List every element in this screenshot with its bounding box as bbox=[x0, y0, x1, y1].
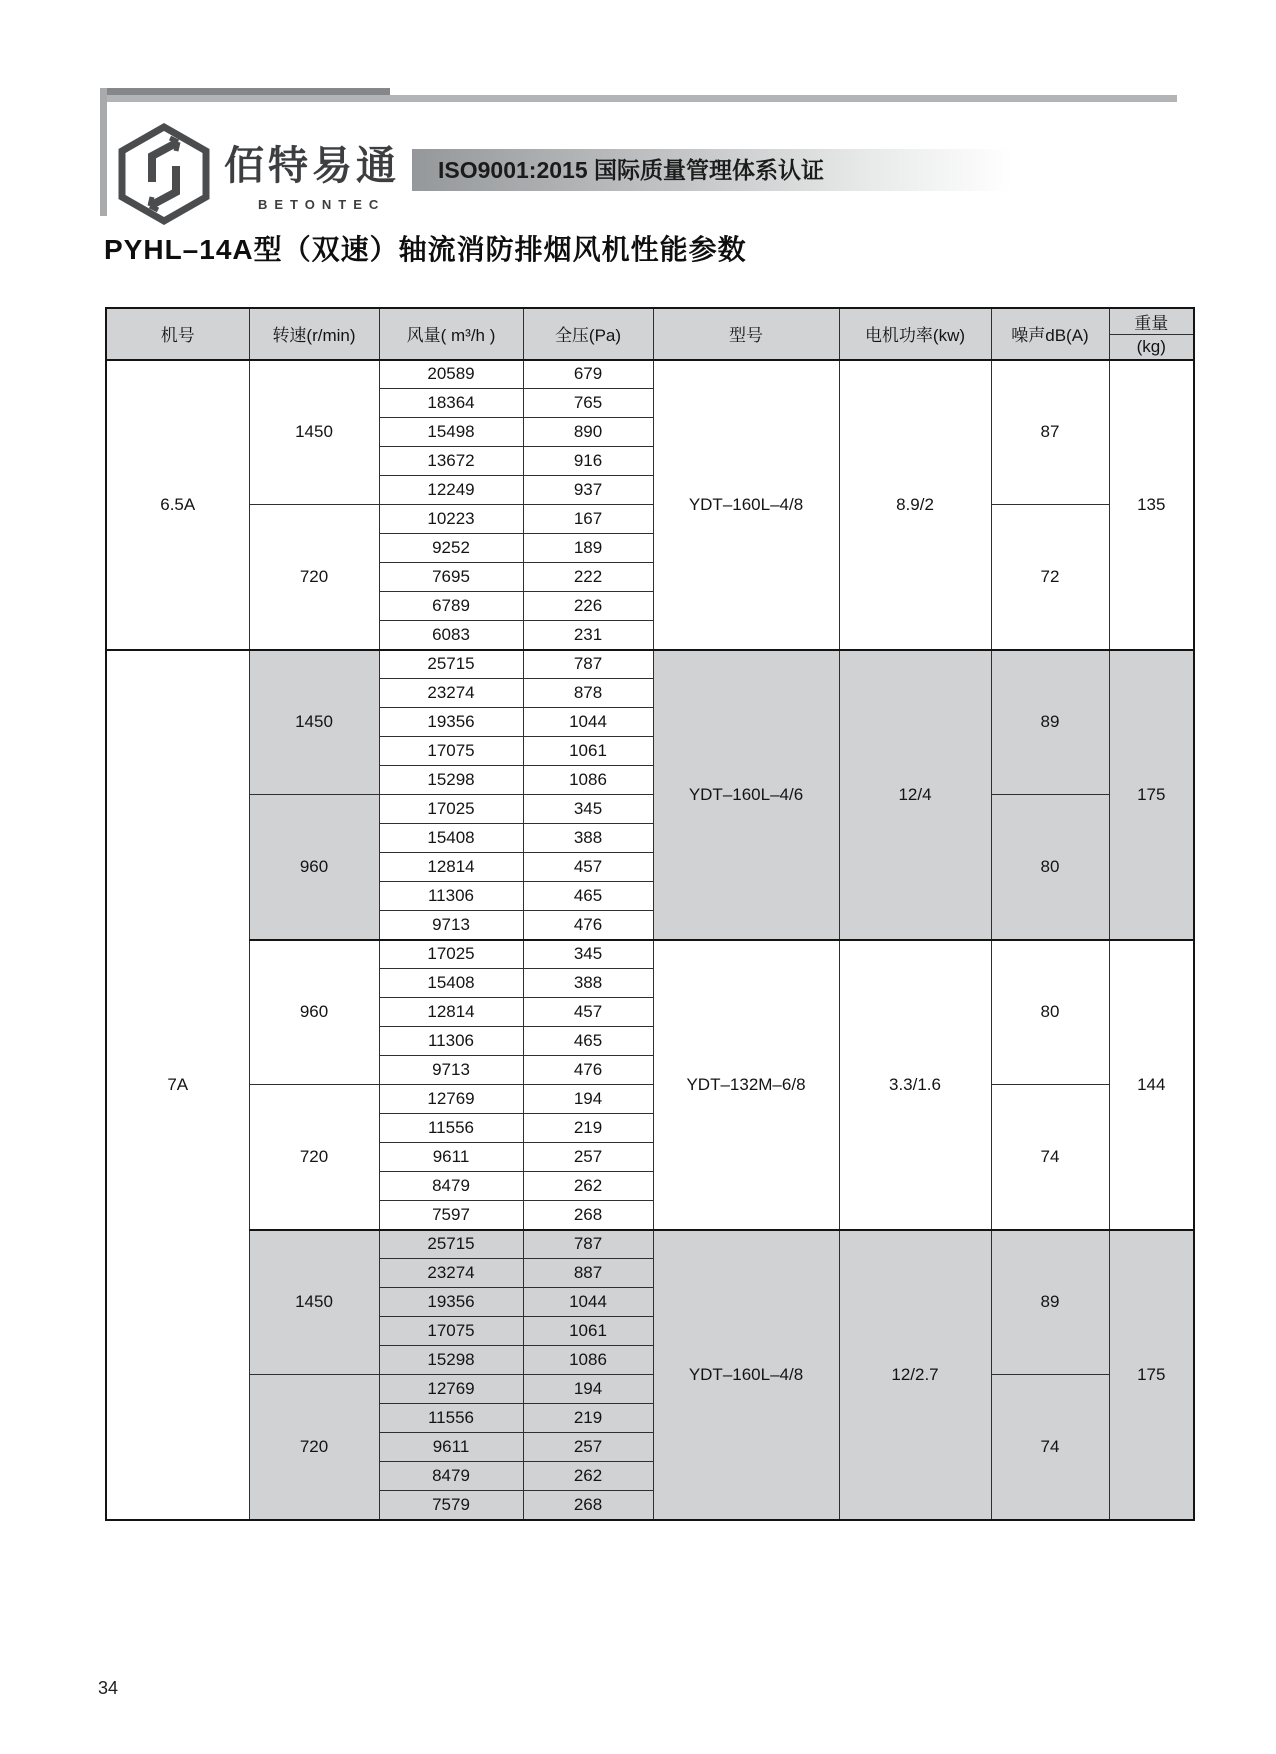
noise-cell: 80 bbox=[991, 940, 1109, 1085]
model-cell: YDT–160L–4/6 bbox=[653, 650, 839, 940]
pressure-cell: 388 bbox=[523, 824, 653, 853]
noise-cell: 89 bbox=[991, 1230, 1109, 1375]
flow-cell: 15408 bbox=[379, 824, 523, 853]
machine-cell: 6.5A bbox=[106, 360, 249, 650]
flow-cell: 9713 bbox=[379, 911, 523, 940]
model-cell: YDT–132M–6/8 bbox=[653, 940, 839, 1230]
page-title: PYHL–14A型（双速）轴流消防排烟风机性能参数 bbox=[104, 234, 747, 265]
pressure-cell: 1086 bbox=[523, 766, 653, 795]
noise-cell: 87 bbox=[991, 360, 1109, 505]
pressure-cell: 219 bbox=[523, 1404, 653, 1433]
pressure-cell: 787 bbox=[523, 1230, 653, 1259]
table-row bbox=[106, 1230, 1194, 1259]
header-rule-light bbox=[100, 95, 1177, 102]
table-row bbox=[106, 505, 1194, 534]
flow-cell: 7695 bbox=[379, 563, 523, 592]
pressure-cell: 1061 bbox=[523, 737, 653, 766]
col-header-pressure: 全压(Pa) bbox=[523, 308, 653, 360]
flow-cell: 7579 bbox=[379, 1491, 523, 1520]
performance-table bbox=[105, 307, 1195, 1521]
page-number: 34 bbox=[98, 1678, 119, 1698]
col-header-weight-unit: (kg) bbox=[1109, 335, 1194, 360]
flow-cell: 11306 bbox=[379, 882, 523, 911]
flow-cell: 6083 bbox=[379, 621, 523, 650]
flow-cell: 13672 bbox=[379, 447, 523, 476]
pressure-cell: 345 bbox=[523, 795, 653, 824]
power-cell: 12/2.7 bbox=[839, 1230, 991, 1520]
flow-cell: 15498 bbox=[379, 418, 523, 447]
flow-cell: 12814 bbox=[379, 998, 523, 1027]
pressure-cell: 257 bbox=[523, 1433, 653, 1462]
flow-cell: 23274 bbox=[379, 679, 523, 708]
pressure-cell: 1044 bbox=[523, 708, 653, 737]
flow-cell: 15298 bbox=[379, 1346, 523, 1375]
flow-cell: 12769 bbox=[379, 1085, 523, 1114]
pressure-cell: 268 bbox=[523, 1201, 653, 1230]
pressure-cell: 457 bbox=[523, 998, 653, 1027]
table-row bbox=[106, 795, 1194, 824]
flow-cell: 20589 bbox=[379, 360, 523, 389]
table-row bbox=[106, 360, 1194, 389]
flow-cell: 17025 bbox=[379, 940, 523, 969]
flow-cell: 9611 bbox=[379, 1433, 523, 1462]
col-header-speed: 转速(r/min) bbox=[249, 308, 379, 360]
pressure-cell: 222 bbox=[523, 563, 653, 592]
pressure-cell: 679 bbox=[523, 360, 653, 389]
flow-cell: 9252 bbox=[379, 534, 523, 563]
pressure-cell: 765 bbox=[523, 389, 653, 418]
pressure-cell: 890 bbox=[523, 418, 653, 447]
pressure-cell: 231 bbox=[523, 621, 653, 650]
pressure-cell: 465 bbox=[523, 1027, 653, 1056]
pressure-cell: 1086 bbox=[523, 1346, 653, 1375]
pressure-cell: 787 bbox=[523, 650, 653, 679]
iso-certification-banner: ISO9001:2015 国际质量管理体系认证 bbox=[412, 149, 1012, 191]
pressure-cell: 916 bbox=[523, 447, 653, 476]
col-header-power: 电机功率(kw) bbox=[839, 308, 991, 360]
betontec-logo-icon bbox=[114, 122, 214, 226]
speed-cell: 1450 bbox=[249, 650, 379, 795]
table-row bbox=[106, 1085, 1194, 1114]
pressure-cell: 1044 bbox=[523, 1288, 653, 1317]
col-header-weight: 重量 bbox=[1109, 308, 1194, 335]
speed-cell: 1450 bbox=[249, 1230, 379, 1375]
noise-cell: 72 bbox=[991, 505, 1109, 650]
brand-name: 佰特易通 bbox=[224, 144, 400, 188]
speed-cell: 960 bbox=[249, 795, 379, 940]
flow-cell: 12814 bbox=[379, 853, 523, 882]
flow-cell: 12249 bbox=[379, 476, 523, 505]
col-header-machine: 机号 bbox=[106, 308, 249, 360]
flow-cell: 11556 bbox=[379, 1404, 523, 1433]
noise-cell: 80 bbox=[991, 795, 1109, 940]
flow-cell: 6789 bbox=[379, 592, 523, 621]
noise-cell: 74 bbox=[991, 1085, 1109, 1230]
flow-cell: 19356 bbox=[379, 1288, 523, 1317]
col-header-noise: 噪声dB(A) bbox=[991, 308, 1109, 360]
weight-cell: 175 bbox=[1109, 1230, 1194, 1520]
flow-cell: 18364 bbox=[379, 389, 523, 418]
power-cell: 12/4 bbox=[839, 650, 991, 940]
flow-cell: 12769 bbox=[379, 1375, 523, 1404]
speed-cell: 720 bbox=[249, 1085, 379, 1230]
model-cell: YDT–160L–4/8 bbox=[653, 360, 839, 650]
flow-cell: 15298 bbox=[379, 766, 523, 795]
table-header bbox=[106, 308, 1194, 360]
pressure-cell: 167 bbox=[523, 505, 653, 534]
noise-cell: 89 bbox=[991, 650, 1109, 795]
table-row bbox=[106, 940, 1194, 969]
flow-cell: 9713 bbox=[379, 1056, 523, 1085]
weight-cell: 144 bbox=[1109, 940, 1194, 1230]
pressure-cell: 937 bbox=[523, 476, 653, 505]
pressure-cell: 189 bbox=[523, 534, 653, 563]
model-cell: YDT–160L–4/8 bbox=[653, 1230, 839, 1520]
brand-name-latin: BETONTEC bbox=[258, 197, 386, 212]
pressure-cell: 219 bbox=[523, 1114, 653, 1143]
flow-cell: 19356 bbox=[379, 708, 523, 737]
pressure-cell: 262 bbox=[523, 1462, 653, 1491]
flow-cell: 11306 bbox=[379, 1027, 523, 1056]
flow-cell: 9611 bbox=[379, 1143, 523, 1172]
weight-cell: 135 bbox=[1109, 360, 1194, 650]
table-row bbox=[106, 1375, 1194, 1404]
pressure-cell: 457 bbox=[523, 853, 653, 882]
col-header-flow: 风量( m³/h ) bbox=[379, 308, 523, 360]
speed-cell: 1450 bbox=[249, 360, 379, 505]
power-cell: 8.9/2 bbox=[839, 360, 991, 650]
table-body bbox=[106, 360, 1194, 1520]
header-rule-dark bbox=[100, 88, 390, 95]
header-rule-vertical bbox=[100, 88, 107, 216]
flow-cell: 17025 bbox=[379, 795, 523, 824]
flow-cell: 10223 bbox=[379, 505, 523, 534]
pressure-cell: 262 bbox=[523, 1172, 653, 1201]
noise-cell: 74 bbox=[991, 1375, 1109, 1520]
flow-cell: 8479 bbox=[379, 1172, 523, 1201]
pressure-cell: 465 bbox=[523, 882, 653, 911]
pressure-cell: 1061 bbox=[523, 1317, 653, 1346]
flow-cell: 8479 bbox=[379, 1462, 523, 1491]
flow-cell: 11556 bbox=[379, 1114, 523, 1143]
pressure-cell: 194 bbox=[523, 1375, 653, 1404]
speed-cell: 720 bbox=[249, 505, 379, 650]
pressure-cell: 226 bbox=[523, 592, 653, 621]
pressure-cell: 878 bbox=[523, 679, 653, 708]
speed-cell: 720 bbox=[249, 1375, 379, 1520]
flow-cell: 25715 bbox=[379, 1230, 523, 1259]
pressure-cell: 476 bbox=[523, 911, 653, 940]
machine-cell: 7A bbox=[106, 650, 249, 1520]
pressure-cell: 257 bbox=[523, 1143, 653, 1172]
pressure-cell: 887 bbox=[523, 1259, 653, 1288]
pressure-cell: 345 bbox=[523, 940, 653, 969]
header-row bbox=[106, 308, 1194, 335]
col-header-model: 型号 bbox=[653, 308, 839, 360]
speed-cell: 960 bbox=[249, 940, 379, 1085]
weight-cell: 175 bbox=[1109, 650, 1194, 940]
flow-cell: 15408 bbox=[379, 969, 523, 998]
flow-cell: 17075 bbox=[379, 737, 523, 766]
power-cell: 3.3/1.6 bbox=[839, 940, 991, 1230]
table-row bbox=[106, 650, 1194, 679]
flow-cell: 25715 bbox=[379, 650, 523, 679]
flow-cell: 23274 bbox=[379, 1259, 523, 1288]
flow-cell: 7597 bbox=[379, 1201, 523, 1230]
flow-cell: 17075 bbox=[379, 1317, 523, 1346]
pressure-cell: 388 bbox=[523, 969, 653, 998]
pressure-cell: 268 bbox=[523, 1491, 653, 1520]
pressure-cell: 476 bbox=[523, 1056, 653, 1085]
pressure-cell: 194 bbox=[523, 1085, 653, 1114]
